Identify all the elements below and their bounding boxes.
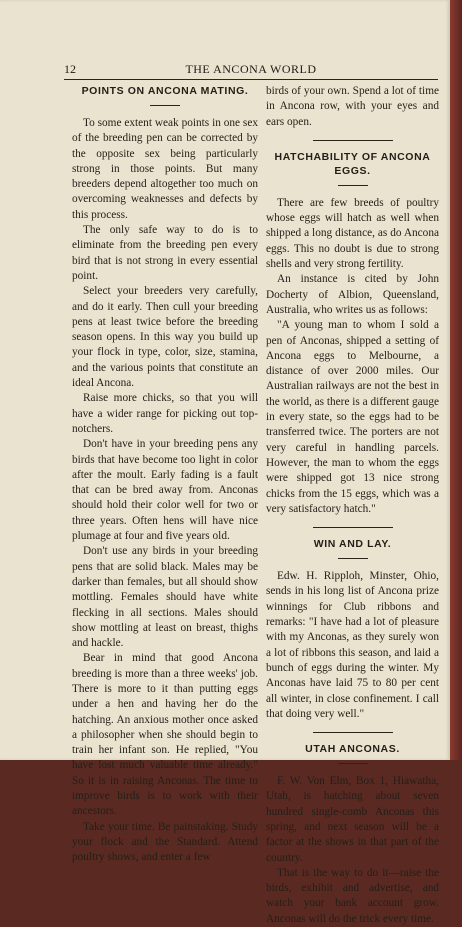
paragraph: The only safe way to do is to eliminate from the breeding pen every bird that is not strong in every essential point. bbox=[72, 224, 258, 282]
paragraph: "A young man to whom I sold a pen of Anconas, shipped a setting of Ancona eggs to Melbourne, a distance of over 2000 miles. Our Australian railways are not the best in the world, as there is a different gauge in every state, so the eggs had to be transferred twice. The porters are not very careful in handling parcels. However, the man to whom the eggs were shipped got 13 nice strong chicks from the 15 eggs, which was a very satisfactory hatch." bbox=[266, 319, 439, 515]
heading-dash bbox=[338, 185, 368, 186]
article-heading-hatchability: HATCHABILITY OF ANCONA EGGS. bbox=[274, 150, 431, 177]
paragraph: Raise more chicks, so that you will have a wider range for picking out top-notchers. bbox=[72, 392, 258, 435]
header-rule bbox=[64, 79, 438, 80]
paragraph: Edw. H. Ripploh, Minster, Ohio, sends in his long list of Ancona prize winnings for Club ribbons and remarks: "I have had a lot of pleasure with my Anconas, as they surely won a lot of ribbons this season, and laid a bunch of eggs during the winter. My Anconas have laid 75 to 80 per cent all winter, in close confinement. I call that doing very well." bbox=[266, 570, 439, 720]
paragraph: To some extent weak points in one sex of the breeding pen can be corrected by the opposite sex being particularly strong in those points. But many breeders depend altogether too much on overcoming weaknesses and defects by this process. bbox=[72, 117, 258, 221]
paragraph: An instance is cited by John Dochertу of Albion, Queensland, Australia, who writes us as follows: bbox=[266, 273, 439, 316]
article-heading-win-and-lay: WIN AND LAY. bbox=[313, 538, 392, 551]
right-column bbox=[266, 84, 439, 927]
running-header bbox=[64, 62, 438, 78]
heading-dash bbox=[338, 558, 368, 559]
article-heading-utah: UTAH ANCONAS. bbox=[305, 743, 400, 756]
paragraph: There are few breeds of poultry whose eggs will hatch as well when shipped a long distance, as do Ancona eggs. This no doubt is due to strong shells and very strong fertility. bbox=[266, 196, 439, 271]
paragraph: Don't have in your breeding pens any birds that have become too light in color after the moult. Early fading is a fault that can be bred away from. Anconas should hold their color well for two or three years. Often hens will have nice plumage at four and five years old. bbox=[72, 438, 258, 543]
section-divider bbox=[313, 732, 393, 733]
paragraph: F. W. Von Elm, Box 1, Hiawatha, Utah, is hatching about seven hundred single-comb Anconas this spring, and next season will be a factor at the shows in that part of the country. bbox=[266, 775, 439, 864]
book-cover-edge bbox=[450, 0, 462, 760]
section-divider bbox=[313, 527, 393, 528]
paragraph: That is the way to do it—raise the birds, exhibit and advertise, and watch your bank account grow. Anconas will do the trick every time. bbox=[266, 866, 439, 925]
paragraph: Select your breeders very carefully, and do it early. Then cull your breeding pens at least twice before the breeding season opens. In this way you build up your flock in type, color, size, stamina, and the various points that constitute an ideal Ancona. bbox=[72, 285, 258, 390]
paragraph: Don't use any birds in your breeding pens that are solid black. Males may be darker than females, but all should show mottling. Females should have white flecking in all sections. Males should show mottling at least on breast, thighs and hackle. bbox=[72, 545, 258, 650]
paragraph: Bear in mind that good Ancona breeding is more than a three weeks' job. There is more to it than putting eggs under a hen and having her do the hatching. An anxious mother once asked a philosopher when she should begin to train her infant son. He replied, "You have lost much valuable time already." So it is in raising Anconas. The time to improve birds is to work with their ancestors. bbox=[72, 652, 258, 818]
continued-paragraph: birds of your own. Spend a lot of time in Ancona row, with your eyes and ears open. bbox=[266, 85, 439, 128]
page-number: 12 bbox=[64, 62, 76, 76]
publication-title: THE ANCONA WORLD bbox=[185, 62, 317, 76]
section-divider bbox=[313, 140, 393, 141]
left-column bbox=[72, 84, 258, 866]
heading-dash bbox=[338, 763, 368, 764]
heading-dash bbox=[150, 105, 180, 106]
article-heading-mating: POINTS ON ANCONA MATING. bbox=[81, 85, 249, 97]
paragraph: Take your time. Be painstaking. Study your flock and the Standard. Attend poultry shows, and enter a few bbox=[72, 820, 258, 864]
